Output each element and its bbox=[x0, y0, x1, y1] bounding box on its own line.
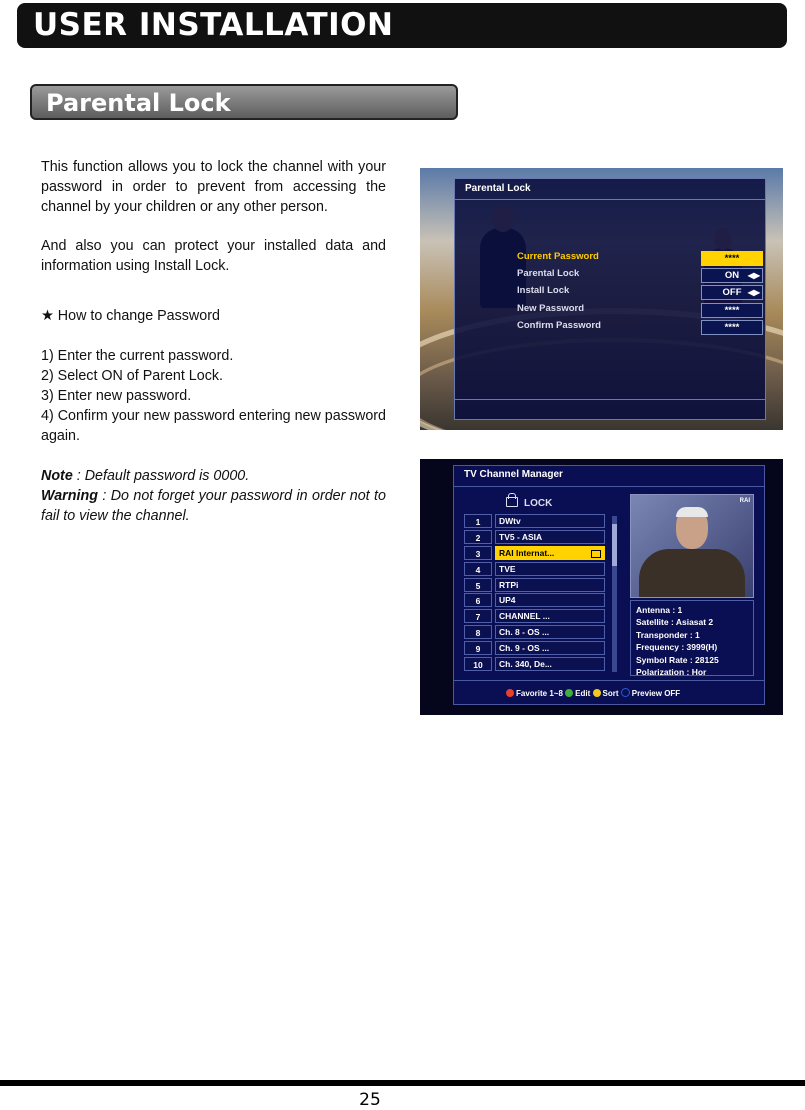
menu-row-label: New Password bbox=[517, 303, 585, 314]
menu-row-parental-lock[interactable] bbox=[517, 268, 760, 282]
channel-row[interactable] bbox=[464, 657, 607, 672]
channel-number: 8 bbox=[464, 625, 492, 639]
parental-lock-menu bbox=[454, 178, 766, 420]
info-transponder: Transponder : 1 bbox=[636, 629, 700, 640]
channel-number: 6 bbox=[464, 593, 492, 607]
channel-name: DWtv bbox=[495, 514, 605, 528]
channel-number: 9 bbox=[464, 641, 492, 655]
menu-row-new-password[interactable] bbox=[517, 303, 740, 317]
step-4: 4) Confirm your new password entering new password again. bbox=[41, 408, 386, 444]
warning bbox=[41, 486, 386, 526]
menu-row-label: Parental Lock bbox=[517, 268, 580, 279]
page-header-title: USER INSTALLATION bbox=[33, 7, 394, 43]
menu-row-label: Confirm Password bbox=[517, 320, 601, 331]
channel-row[interactable] bbox=[464, 562, 607, 577]
info-polarization: Polarization : Hor bbox=[636, 667, 707, 678]
legend-edit: Edit bbox=[575, 689, 591, 698]
green-key-icon bbox=[565, 689, 573, 697]
legend-favorite: Favorite 1~8 bbox=[516, 689, 563, 698]
channel-name: TVE bbox=[495, 562, 605, 576]
menu-row-label: Current Password bbox=[517, 251, 599, 262]
info-satellite: Satellite : Asiasat 2 bbox=[636, 617, 714, 628]
left-right-arrow-icon: ◀▶ bbox=[747, 288, 760, 297]
intro-paragraph: This function allows you to lock the channel with your password in order to prevent from accessing the channel by your children or any other person. bbox=[41, 159, 386, 215]
channel-row[interactable] bbox=[464, 625, 607, 640]
channel-manager-title: TV Channel Manager bbox=[464, 469, 563, 480]
section-title: Parental Lock bbox=[46, 89, 231, 117]
header-bar bbox=[17, 3, 787, 48]
menu-row-value[interactable]: **** bbox=[701, 320, 763, 335]
menu-row-value[interactable]: ON ◀▶ bbox=[701, 268, 763, 283]
howto-title: ★ How to change Password bbox=[41, 308, 220, 324]
blue-key-icon bbox=[621, 688, 630, 697]
scrollbar[interactable] bbox=[612, 516, 617, 672]
note bbox=[41, 466, 386, 486]
channel-row[interactable] bbox=[464, 609, 607, 624]
lock-icon bbox=[591, 550, 601, 558]
channel-row[interactable] bbox=[464, 546, 607, 561]
channel-preview bbox=[630, 494, 754, 598]
channel-number: 2 bbox=[464, 530, 492, 544]
warning-label: Warning bbox=[41, 488, 98, 504]
parental-lock-menu-title: Parental Lock bbox=[465, 183, 531, 194]
parental-lock-screenshot bbox=[420, 168, 783, 430]
channel-row[interactable] bbox=[464, 530, 607, 545]
install-lock-paragraph: And also you can protect your installed data and information using Install Lock. bbox=[41, 238, 386, 274]
step-2: 2) Select ON of Parent Lock. bbox=[41, 368, 223, 384]
step-3: 3) Enter new password. bbox=[41, 388, 192, 404]
red-key-icon bbox=[506, 689, 514, 697]
channel-number: 10 bbox=[464, 657, 492, 671]
channel-row[interactable] bbox=[464, 641, 607, 656]
note-text: : Default password is 0000. bbox=[72, 468, 250, 484]
channel-list bbox=[464, 514, 607, 673]
lock-mode-label: LOCK bbox=[506, 496, 552, 509]
lock-icon bbox=[506, 497, 518, 507]
channel-number: 7 bbox=[464, 609, 492, 623]
left-right-arrow-icon: ◀▶ bbox=[747, 271, 760, 280]
channel-name: RTPi bbox=[495, 578, 605, 592]
channel-manager-menu bbox=[453, 465, 765, 705]
channel-manager-screenshot bbox=[420, 459, 783, 715]
legend-preview: Preview OFF bbox=[631, 689, 681, 698]
info-symbol-rate: Symbol Rate : 28125 bbox=[636, 654, 719, 665]
menu-row-label: Install Lock bbox=[517, 285, 570, 296]
info-frequency: Frequency : 3999(H) bbox=[636, 642, 718, 653]
step-1: 1) Enter the current password. bbox=[41, 348, 234, 364]
channel-name: Ch. 340, De... bbox=[495, 657, 605, 671]
color-key-legend bbox=[506, 688, 680, 698]
info-antenna: Antenna : 1 bbox=[636, 605, 683, 615]
legend-sort: Sort bbox=[602, 689, 619, 698]
channel-number: 1 bbox=[464, 514, 492, 528]
yellow-key-icon bbox=[593, 689, 601, 697]
channel-info-panel bbox=[630, 600, 754, 676]
channel-name: CHANNEL ... bbox=[495, 609, 605, 623]
note-label: Note bbox=[41, 468, 73, 484]
channel-name: UP4 bbox=[495, 593, 605, 607]
menu-row-value[interactable]: **** bbox=[701, 251, 763, 266]
menu-row-current-password[interactable] bbox=[517, 251, 740, 265]
page-number: 25 bbox=[359, 1090, 381, 1110]
warning-text: : Do not forget your password in order not to fail to view the channel. bbox=[41, 488, 386, 524]
scrollbar-thumb[interactable] bbox=[612, 524, 617, 566]
channel-name: Ch. 8 - OS ... bbox=[495, 625, 605, 639]
channel-name: TV5 - ASIA bbox=[495, 530, 605, 544]
body-text bbox=[41, 157, 386, 526]
menu-row-value[interactable]: OFF ◀▶ bbox=[701, 285, 763, 300]
menu-row-confirm-password[interactable] bbox=[517, 320, 740, 334]
channel-number: 4 bbox=[464, 562, 492, 576]
channel-name: Ch. 9 - OS ... bbox=[495, 641, 605, 655]
channel-row[interactable] bbox=[464, 578, 607, 593]
channel-number: 5 bbox=[464, 578, 492, 592]
section-title-box bbox=[30, 84, 458, 120]
menu-row-value[interactable]: **** bbox=[701, 303, 763, 318]
channel-name: RAI Internat... bbox=[495, 546, 605, 560]
menu-row-install-lock[interactable] bbox=[517, 285, 760, 299]
footer-rule bbox=[0, 1080, 805, 1086]
channel-row[interactable] bbox=[464, 593, 607, 608]
channel-number: 3 bbox=[464, 546, 492, 560]
channel-row[interactable] bbox=[464, 514, 607, 529]
channel-logo: RAI bbox=[739, 498, 750, 504]
